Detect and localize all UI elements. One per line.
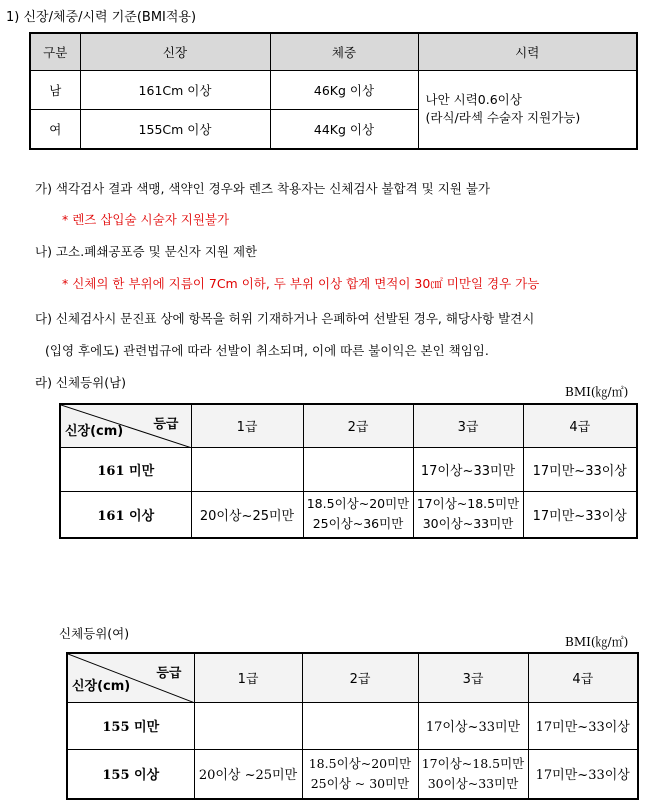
bmi-unit-female: BMI(㎏/㎡) <box>565 635 629 649</box>
standards-row-male <box>30 71 637 110</box>
grade-3-cell: 17이상~33미만 <box>413 447 523 491</box>
table-row <box>60 491 637 538</box>
grade-4-cell: 17미만~33이상 <box>528 702 638 749</box>
grade-3-cell <box>413 491 523 538</box>
grade-1-header: 1급 <box>191 404 303 447</box>
table-row <box>67 702 638 749</box>
grade-2-line-1: 18.5이상~20미만 <box>308 755 412 771</box>
grade-3-line-2: 30이상~33미만 <box>422 516 514 532</box>
grade-3-cell <box>418 749 528 799</box>
vision-line-1: 나안 시력0.6이상 <box>425 92 522 108</box>
grade-1-header: 1급 <box>194 653 302 702</box>
grade-4-cell: 17미만~33이상 <box>523 447 637 491</box>
gender-cell: 여 <box>30 110 80 149</box>
grade-2-cell <box>303 491 413 538</box>
grade-2-line-1: 18.5이상~20미만 <box>306 496 410 512</box>
grade-3-line-1: 17이상~18.5미만 <box>421 755 525 771</box>
grade-3-cell: 17이상~33미만 <box>418 702 528 749</box>
corner-height-label: 신장(cm) <box>65 423 124 439</box>
note-da-line-1: 다) 신체검사시 문진표 상에 항목을 허위 기재하거나 은폐하여 선발된 경우, 해당사항 발견시 <box>35 311 535 326</box>
grade-3-line-2: 30이상~33미만 <box>427 775 519 791</box>
grade-2-header: 2급 <box>302 653 418 702</box>
header-weight: 체중 <box>270 33 418 71</box>
row-label: 161 미만 <box>60 447 191 491</box>
vision-cell <box>418 71 637 149</box>
grade-3-header: 3급 <box>413 404 523 447</box>
grade-header-row <box>67 653 638 702</box>
header-height: 신장 <box>80 33 270 71</box>
grade-1-cell <box>191 447 303 491</box>
height-cell: 155Cm 이상 <box>80 110 270 149</box>
grade-4-cell: 17미만~33이상 <box>523 491 637 538</box>
table-row <box>67 749 638 799</box>
grade-4-header: 4급 <box>523 404 637 447</box>
grade-2-line-2: 25이상 ~ 30미만 <box>310 775 410 791</box>
grade-header-row <box>60 404 637 447</box>
header-gender: 구분 <box>30 33 80 71</box>
table-row <box>60 447 637 491</box>
note-na-detail: * 신체의 한 부위에 지름이 7Cm 이하, 두 부위 이상 합계 면적이 30㎠ 미만일 경우 가능 <box>62 276 540 291</box>
note-da-line-2: (입영 후에도) 관련법규에 따라 선발이 취소되며, 이에 따른 불이익은 본인 책임임. <box>45 343 489 358</box>
grade-2-cell <box>302 702 418 749</box>
note-ga-detail: * 렌즈 삽입술 시술자 지원불가 <box>62 212 230 227</box>
height-cell: 161Cm 이상 <box>80 71 270 110</box>
grade-1-cell: 20이상~25미만 <box>191 491 303 538</box>
gender-cell: 남 <box>30 71 80 110</box>
header-vision: 시력 <box>418 33 637 71</box>
standards-table <box>29 32 638 150</box>
grade-3-header: 3급 <box>418 653 528 702</box>
grade-4-cell: 17미만~33이상 <box>528 749 638 799</box>
grade-1-cell <box>194 702 302 749</box>
standards-header-row <box>30 33 637 71</box>
weight-cell: 44Kg 이상 <box>270 110 418 149</box>
female-grade-table <box>66 652 639 800</box>
weight-cell: 46Kg 이상 <box>270 71 418 110</box>
grade-2-line-2: 25이상~36미만 <box>312 516 404 532</box>
corner-grade-label: 등급 <box>153 417 179 432</box>
row-label: 155 미만 <box>67 702 194 749</box>
corner-height-label: 신장(cm) <box>72 678 131 694</box>
vision-line-2: (라식/라섹 수술자 지원가능) <box>425 110 581 126</box>
female-grade-title: 신체등위(여) <box>59 626 130 641</box>
bmi-unit-male: BMI(㎏/㎡) <box>565 385 629 399</box>
row-label: 161 이상 <box>60 491 191 538</box>
grade-2-cell <box>303 447 413 491</box>
corner-cell <box>67 653 194 702</box>
corner-cell <box>60 404 191 447</box>
grade-4-header: 4급 <box>528 653 638 702</box>
grade-2-header: 2급 <box>303 404 413 447</box>
grade-2-cell <box>302 749 418 799</box>
section-title: 1) 신장/체중/시력 기준(BMI적용) <box>6 10 197 25</box>
note-na: 나) 고소․폐쇄공포증 및 문신자 지원 제한 <box>35 244 258 259</box>
row-label: 155 이상 <box>67 749 194 799</box>
note-ra: 라) 신체등위(남) <box>35 375 127 390</box>
corner-grade-label: 등급 <box>156 666 182 681</box>
note-ga: 가) 색각검사 결과 색맹, 색약인 경우와 렌즈 착용자는 신체검사 불합격 및 지원 불가 <box>35 181 491 196</box>
male-grade-table <box>59 403 638 539</box>
grade-1-cell: 20이상 ~25미만 <box>194 749 302 799</box>
grade-3-line-1: 17이상~18.5미만 <box>416 496 520 512</box>
